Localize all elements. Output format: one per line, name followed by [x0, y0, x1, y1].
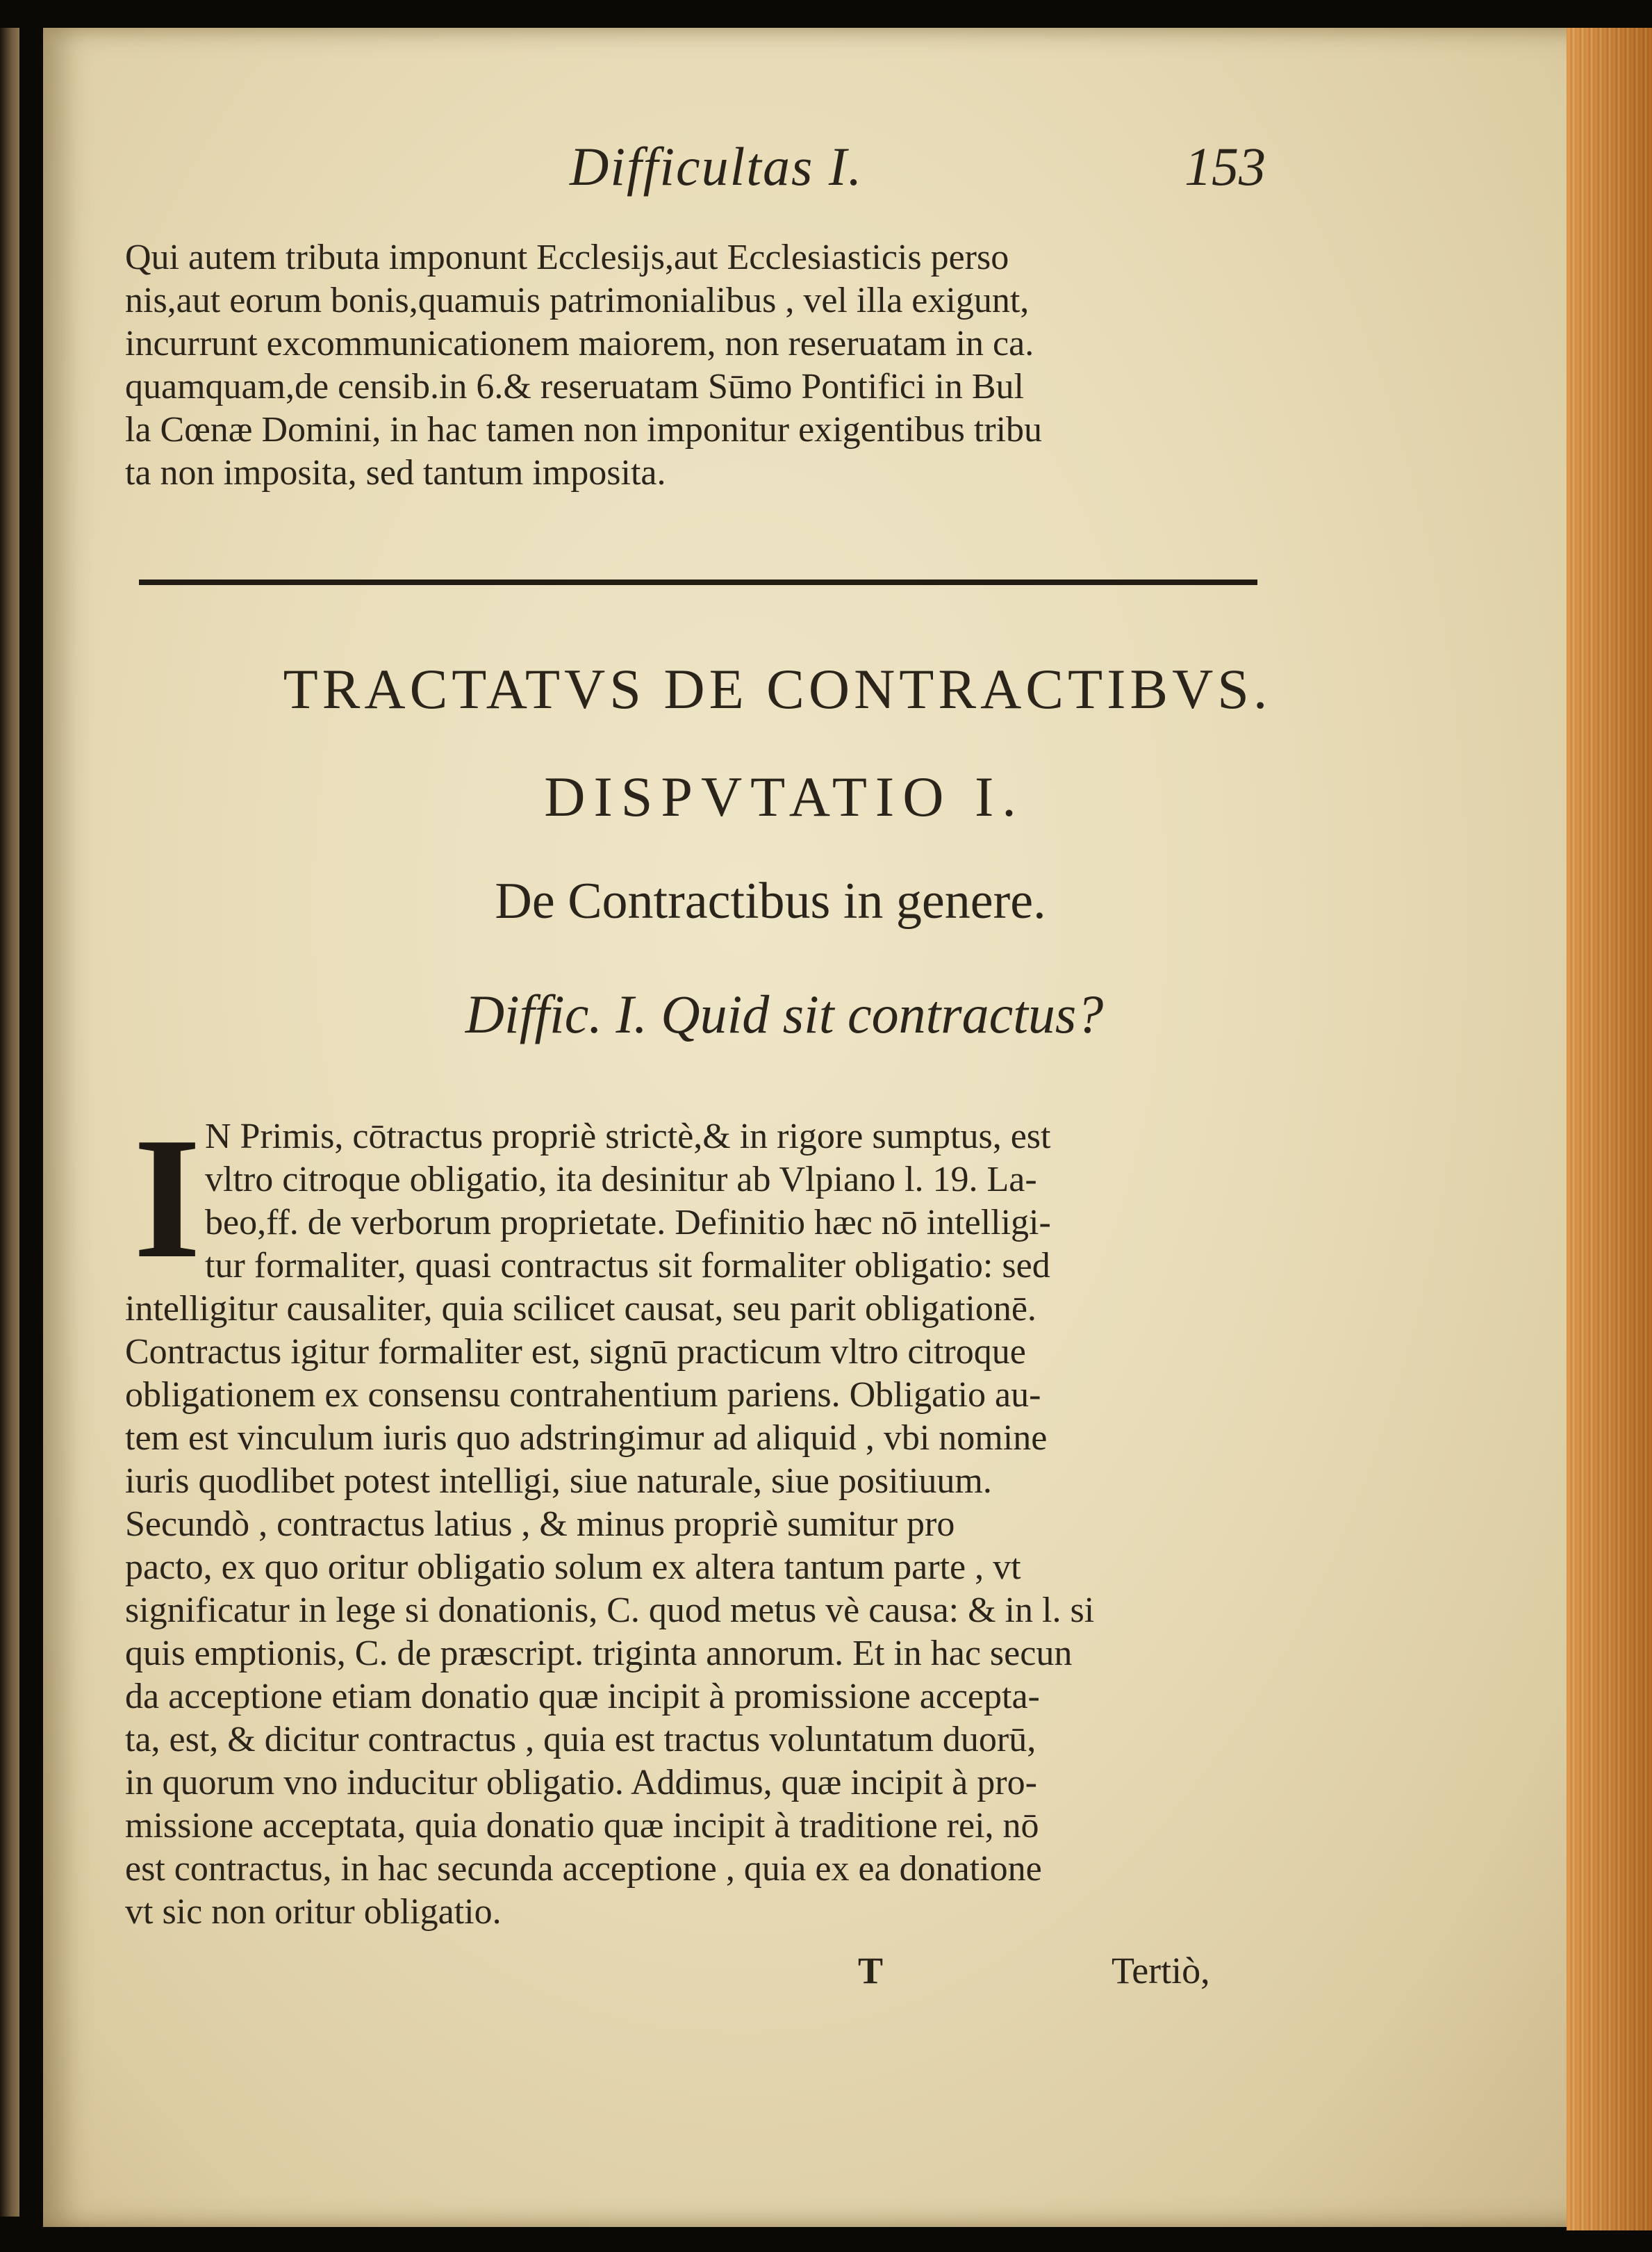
drop-cap-initial: I [133, 1102, 201, 1295]
text-line: ta, est, & dicitur contractus , quia est tractus voluntatum duorū, [125, 1720, 1036, 1759]
page-number: 153 [1184, 136, 1266, 197]
disputation-title: DISPVTATIO I. [544, 765, 1025, 828]
text-line: quis emptionis, C. de præscript. triginta annorum. Et in hac secun [125, 1634, 1073, 1673]
signature-mark: T [858, 1950, 884, 1991]
text-line: ta non imposita, sed tantum imposita. [125, 453, 666, 493]
question-heading: Diffic. I. Quid sit contractus? [465, 984, 1104, 1044]
text-line: quamquam,de censib.in 6.& reseruatam Sūmo Pontifici in Bul [125, 367, 1025, 406]
section-divider [139, 580, 1257, 585]
text-line: N Primis, cōtractus propriè strictè,& in rigore sumptus, est [205, 1117, 1051, 1156]
text-line: est contractus, in hac secunda acceptione , quia ex ea donatione [125, 1849, 1042, 1889]
text-line: in quorum vno inducitur obligatio. Addimus, quæ incipit à pro- [125, 1763, 1037, 1802]
text-line: tem est vinculum iuris quo adstringimur ad aliquid , vbi nomine [125, 1418, 1048, 1458]
text-line: iuris quodlibet potest intelligi, siue naturale, siue positiuum. [125, 1461, 992, 1501]
text-line: Qui autem tributa imponunt Ecclesijs,aut Ecclesiasticis perso [125, 238, 1009, 277]
catchword: Tertiò, [1112, 1950, 1210, 1991]
previous-page-edge [0, 28, 19, 2217]
text-line: beo,ff. de verborum proprietate. Definitio hæc nō intelligi- [205, 1203, 1051, 1242]
text-line: vt sic non oritur obligatio. [125, 1892, 502, 1932]
page-fore-edge [1567, 28, 1652, 2230]
body-paragraph [125, 1102, 1095, 1934]
page-header [0, 135, 1652, 205]
text-line: vltro citroque obligatio, ita desinitur ab Vlpiano l. 19. La- [205, 1160, 1037, 1199]
text-line: significatur in lege si donationis, C. quod metus vè causa: & in l. si [125, 1591, 1095, 1630]
text-line: intelligitur causaliter, quia scilicet causat, seu parit obligationē. [125, 1289, 1036, 1329]
text-line: la Cœnæ Domini, in hac tamen non imponitur exigentibus tribu [125, 410, 1043, 450]
text-line: obligationem ex consensu contrahentium pariens. Obligatio au- [125, 1375, 1041, 1415]
intro-paragraph [125, 236, 1042, 495]
subject-heading: De Contractibus in genere. [495, 873, 1046, 930]
treatise-title: TRACTATVS DE CONTRACTIBVS. [283, 657, 1272, 721]
text-line: tur formaliter, quasi contractus sit formaliter obligatio: sed [205, 1246, 1050, 1285]
running-head: Difficultas I. [570, 136, 864, 197]
text-line: nis,aut eorum bonis,quamuis patrimonialibus , vel illa exigunt, [125, 281, 1030, 320]
text-line: incurrunt excommunicationem maiorem, non reseruatam in ca. [125, 324, 1034, 363]
text-line: pacto, ex quo oritur obligatio solum ex altera tantum parte , vt [125, 1547, 1021, 1587]
text-line: Secundò , contractus latius , & minus propriè sumitur pro [125, 1504, 955, 1544]
text-line: Contractus igitur formaliter est, signū practicum vltro citroque [125, 1332, 1026, 1372]
text-line: missione acceptata, quia donatio quæ incipit à traditione rei, nō [125, 1806, 1039, 1846]
text-line: da acceptione etiam donatio quæ incipit à promissione accepta- [125, 1677, 1040, 1716]
